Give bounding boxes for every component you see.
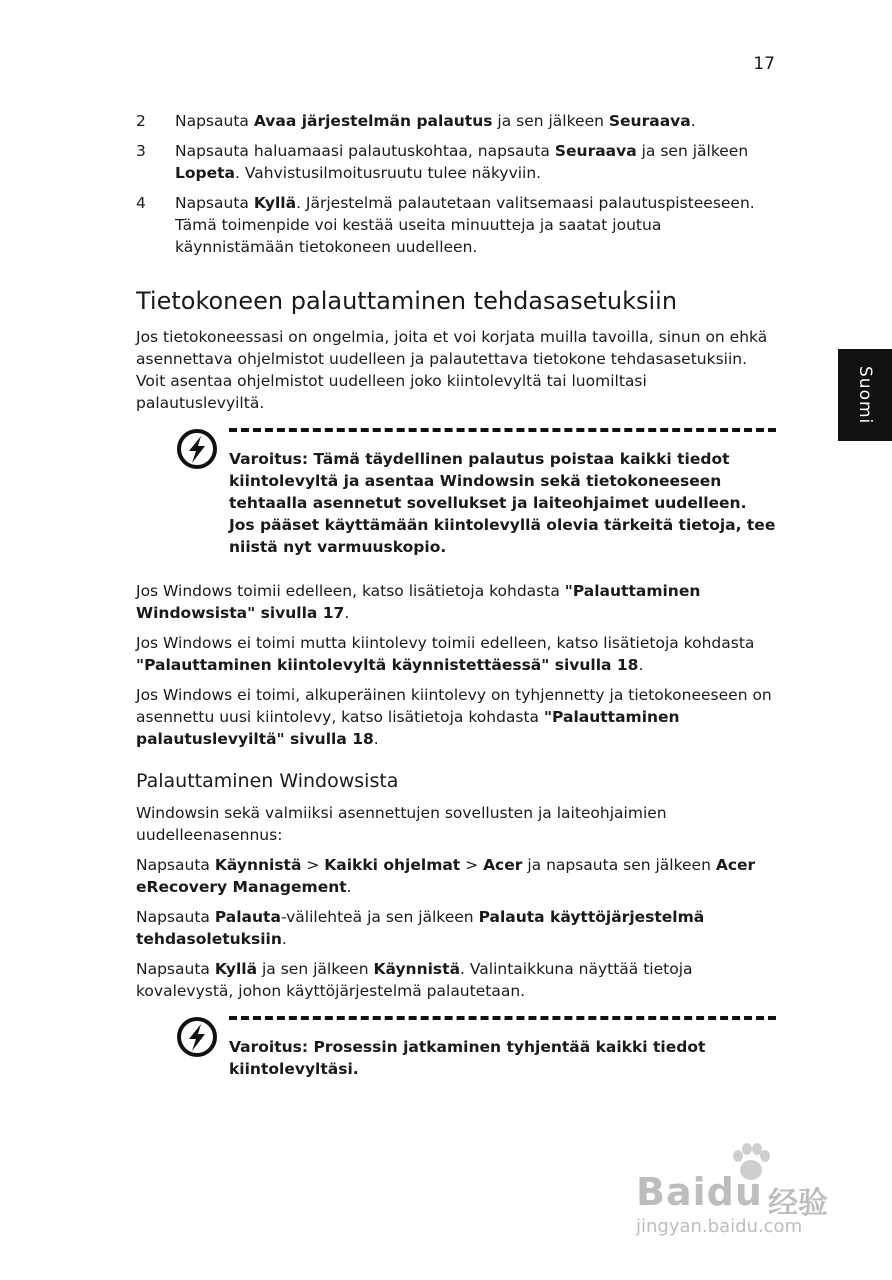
step-item <box>136 110 776 132</box>
bold-text: Palauta <box>214 908 281 926</box>
bold-text: Seuraava <box>608 112 691 130</box>
bold-text: Kaikki ohjelmat <box>324 856 461 874</box>
language-side-tab <box>838 349 892 441</box>
step-number: 4 <box>136 194 146 212</box>
text-run: . <box>344 604 350 622</box>
text-run: ja sen jälkeen <box>636 142 749 160</box>
watermark-cn: 经验 <box>768 1186 828 1221</box>
bold-text: "Palauttaminen kiintolevyltä käynnistettäessä" sivulla 18 <box>136 656 639 674</box>
section-intro: Jos tietokoneessasi on ongelmia, joita et voi korjata muilla tavoilla, sinun on ehkä asennettava ohjelmistot uudelleen ja palautettava tietokone tehdasasetuksiin. Voit asentaa ohjelmistot uudelleen joko kiintolevyltä tai luomiltasi palautuslevyiltä. <box>136 328 768 412</box>
bold-text: "Palauttaminen Windowsista" sivulla 17 <box>136 582 701 622</box>
text-run: Windowsin sekä valmiiksi asennettujen sovellusten ja laiteohjaimien uudelleenasennus: <box>136 804 667 844</box>
text-run: ja napsauta sen jälkeen <box>522 856 716 874</box>
warning-text: Varoitus: Prosessin jatkaminen tyhjentää kaikki tiedot kiintolevyltäsi. <box>229 1038 706 1078</box>
paragraph <box>136 684 776 750</box>
paragraph <box>136 802 776 846</box>
step-item <box>136 192 776 258</box>
baidu-watermark <box>616 1140 856 1250</box>
text-run: . Valintaikkuna näyttää tietoja kovalevystä, johon käyttöjärjestelmä palautetaan. <box>136 960 693 1000</box>
text-run: . <box>373 730 379 748</box>
subsection-title: Palauttaminen Windowsista <box>136 770 399 792</box>
warning-divider <box>229 1016 776 1020</box>
paragraph <box>136 958 776 1002</box>
text-run: > <box>301 856 325 874</box>
text-run: . <box>638 656 644 674</box>
bold-text: Käynnistä <box>373 960 461 978</box>
section1-paragraphs <box>136 580 776 750</box>
bold-text: Acer eRecovery Management <box>136 856 756 896</box>
paragraph <box>136 632 776 676</box>
section-title: Tietokoneen palauttaminen tehdasasetuksiin <box>136 287 678 315</box>
warning-block <box>136 428 776 558</box>
step-text <box>175 110 776 132</box>
paragraph <box>136 580 776 624</box>
step-item <box>136 140 776 184</box>
warning-icon <box>176 428 218 470</box>
text-run: Napsauta haluamaasi palautuskohtaa, napsauta <box>175 142 555 160</box>
bold-text: Seuraava <box>554 142 637 160</box>
text-run: ja sen jälkeen <box>257 960 374 978</box>
document-body <box>136 110 776 1102</box>
warning-block-2 <box>136 1016 776 1080</box>
text-run: . <box>690 112 696 130</box>
watermark-brand: Baidu <box>636 1170 763 1214</box>
text-run: Napsauta <box>136 908 215 926</box>
paragraph <box>136 854 776 898</box>
bold-text: Avaa järjestelmän palautus <box>253 112 493 130</box>
bold-text: "Palauttaminen palautuslevyiltä" sivulla 18 <box>136 708 680 748</box>
text-run: . <box>346 878 352 896</box>
text-run: Napsauta <box>175 112 254 130</box>
text-run: . Vahvistusilmoitusruutu tulee näkyviin. <box>235 164 542 182</box>
text-run: Jos Windows ei toimi mutta kiintolevy toimii edelleen, katso lisätietoja kohdasta <box>136 634 755 652</box>
warning-text: Varoitus: Tämä täydellinen palautus poistaa kaikki tiedot kiintolevyltä ja asentaa Windowsin sekä tietokoneeseen tehtaalla asennetut sovellukset ja laiteohjaimet uudelleen. Jos pääset käyttämään kiintolevyllä olevia tärkeitä tietoja, tee niistä nyt varmuuskopio. <box>229 450 776 556</box>
warning-icon <box>176 1016 218 1058</box>
step-list <box>136 110 776 258</box>
bold-text: Acer <box>483 856 523 874</box>
bold-text: Käynnistä <box>214 856 302 874</box>
text-run: Jos Windows ei toimi, alkuperäinen kiintolevy on tyhjennetty ja tietokoneeseen on asennettu uusi kiintolevy, katso lisätietoja kohdasta <box>136 686 772 726</box>
text-run: Napsauta <box>136 856 215 874</box>
section2-paragraphs <box>136 802 776 1002</box>
bold-text: Lopeta <box>175 164 236 182</box>
text-run: > <box>460 856 484 874</box>
text-run: . <box>281 930 287 948</box>
bold-text: Kyllä <box>214 960 258 978</box>
text-run: Napsauta <box>175 194 254 212</box>
paragraph <box>136 906 776 950</box>
warning-divider <box>229 428 776 432</box>
text-run: . Järjestelmä palautetaan valitsemaasi palautuspisteeseen. Tämä toimenpide voi kestää useita minuutteja ja saatat joutua käynnistämään tietokoneen uudelleen. <box>175 194 755 256</box>
text-run: Jos Windows toimii edelleen, katso lisätietoja kohdasta <box>136 582 565 600</box>
step-text <box>175 140 776 184</box>
bold-text: Kyllä <box>253 194 297 212</box>
step-number: 2 <box>136 112 146 130</box>
step-number: 3 <box>136 142 146 160</box>
step-text <box>175 192 776 258</box>
page-number: 17 <box>753 54 775 74</box>
text-run: Napsauta <box>136 960 215 978</box>
text-run: -välilehteä ja sen jälkeen <box>280 908 479 926</box>
text-run: ja sen jälkeen <box>492 112 609 130</box>
bold-text: Palauta käyttöjärjestelmä tehdasoletuksiin <box>136 908 705 948</box>
watermark-url: jingyan.baidu.com <box>636 1216 803 1237</box>
side-tab-label: Suomi <box>855 365 875 425</box>
